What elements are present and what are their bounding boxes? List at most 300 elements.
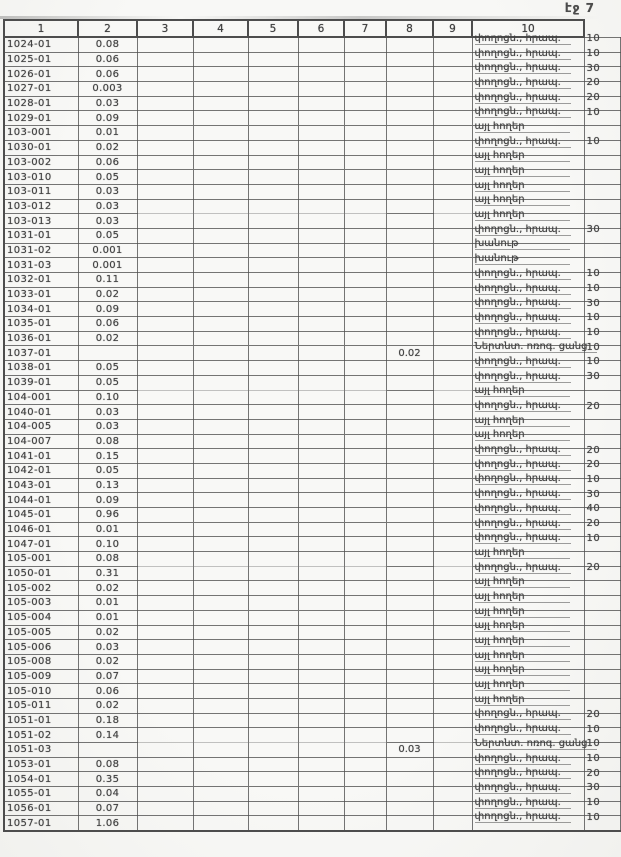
- cell-empty: [248, 37, 298, 52]
- column-header: 2: [78, 20, 137, 37]
- cell-empty: [193, 331, 248, 346]
- cell-empty: [137, 184, 193, 199]
- cell-empty: [298, 405, 344, 420]
- cell-empty: [298, 640, 344, 655]
- cell-empty: [344, 214, 386, 229]
- cell-empty: [193, 228, 248, 243]
- cell-empty: [298, 170, 344, 185]
- cell-empty: [298, 493, 344, 508]
- cell-empty: [433, 52, 472, 67]
- cell-empty: [248, 449, 298, 464]
- cell-land-use-text: փողոցն., հրապ.: [475, 473, 571, 485]
- cell-empty: [298, 287, 344, 302]
- cell-empty: [433, 184, 472, 199]
- cell-land-use-text: փողոցն., հրապ.: [475, 106, 571, 118]
- cell-empty: [344, 302, 386, 317]
- cell-empty: [344, 375, 386, 390]
- cell-empty: [137, 155, 193, 170]
- cell-empty: [433, 126, 472, 141]
- cell-empty: [344, 199, 386, 214]
- cell-empty: [137, 654, 193, 669]
- cell-empty: [344, 757, 386, 772]
- cell-land-use-text: փողոցն., հրապ.: [475, 753, 571, 765]
- cell-empty: [248, 434, 298, 449]
- page-number: էջ 7: [564, 1, 595, 15]
- cell-empty: [193, 625, 248, 640]
- cell-empty: [193, 317, 248, 332]
- cell-col8-value: [386, 508, 433, 523]
- cell-empty: [137, 508, 193, 523]
- cell-area: 0.02: [78, 625, 137, 640]
- margin-mark: [584, 596, 620, 611]
- cell-empty: [344, 728, 386, 743]
- column-header: 6: [298, 20, 344, 37]
- cell-empty: [248, 493, 298, 508]
- cell-area: 0.03: [78, 214, 137, 229]
- cell-land-use-text: Ներտնտ. ոռոգ. ցանց: [475, 738, 598, 750]
- cell-empty: [433, 287, 472, 302]
- cell-land-use-text: այլ հողեր: [475, 591, 571, 603]
- cell-col8-value: [386, 302, 433, 317]
- cell-empty: [298, 361, 344, 376]
- cell-col8-value: [386, 434, 433, 449]
- cell-empty: [298, 772, 344, 787]
- cell-empty: [248, 82, 298, 97]
- cell-parcel-id: 1054-01: [4, 772, 78, 787]
- cell-parcel-id: 1025-01: [4, 52, 78, 67]
- cell-land-use-text: փողոցն., հրապ.: [475, 356, 571, 368]
- cell-col8-value: [386, 111, 433, 126]
- cell-empty: [298, 743, 344, 758]
- cell-col8-value: [386, 37, 433, 52]
- cell-empty: [298, 566, 344, 581]
- margin-mark-text: 20: [586, 767, 601, 779]
- cell-parcel-id: 1040-01: [4, 405, 78, 420]
- cell-empty: [433, 669, 472, 684]
- cell-empty: [433, 698, 472, 713]
- cell-empty: [344, 419, 386, 434]
- cell-area: 0.03: [78, 96, 137, 111]
- cell-col8-value: [386, 140, 433, 155]
- margin-mark-text: 30: [586, 62, 601, 74]
- cell-area: 0.06: [78, 317, 137, 332]
- margin-mark-text: 20: [586, 708, 601, 720]
- cell-empty: [193, 669, 248, 684]
- cell-col8-value: [386, 199, 433, 214]
- cell-col8-value: [386, 463, 433, 478]
- cell-empty: [433, 170, 472, 185]
- cell-empty: [298, 478, 344, 493]
- cell-col8-value: [386, 317, 433, 332]
- cell-empty: [137, 243, 193, 258]
- cell-land-use-text: այլ հողեր: [475, 664, 571, 676]
- cell-empty: [433, 713, 472, 728]
- cell-empty: [298, 787, 344, 802]
- cell-area: 0.10: [78, 537, 137, 552]
- cell-area: 0.09: [78, 493, 137, 508]
- cell-land-use-text: փողոցն., հրապ.: [475, 327, 571, 339]
- cell-empty: [248, 140, 298, 155]
- cell-empty: [344, 463, 386, 478]
- cell-empty: [137, 801, 193, 816]
- cell-land-use-text: այլ հողեր: [475, 576, 571, 588]
- cell-empty: [193, 654, 248, 669]
- cell-empty: [344, 743, 386, 758]
- margin-mark-text: 20: [586, 444, 601, 456]
- cell-empty: [433, 552, 472, 567]
- cell-area: 0.08: [78, 757, 137, 772]
- cell-land-use-text: փողոցն., հրապ.: [475, 444, 571, 456]
- cell-col8-value: [386, 610, 433, 625]
- cell-area: 0.06: [78, 52, 137, 67]
- cell-empty: [248, 552, 298, 567]
- cell-area: [78, 743, 137, 758]
- cell-col8-value: [386, 537, 433, 552]
- cell-land-use: [472, 811, 584, 831]
- cell-parcel-id: 1032-01: [4, 273, 78, 288]
- margin-mark-text: 20: [586, 92, 601, 104]
- cell-empty: [193, 361, 248, 376]
- cell-parcel-id: 1050-01: [4, 566, 78, 581]
- cell-col8-value: 0.03: [386, 743, 433, 758]
- cell-col8-value: [386, 126, 433, 141]
- margin-mark-text: 30: [586, 224, 601, 236]
- cell-empty: [193, 787, 248, 802]
- cell-empty: [298, 199, 344, 214]
- cell-parcel-id: 1047-01: [4, 537, 78, 552]
- cell-empty: [137, 199, 193, 214]
- cell-empty: [298, 346, 344, 361]
- cell-empty: [248, 640, 298, 655]
- cell-parcel-id: 105-010: [4, 684, 78, 699]
- cell-empty: [248, 111, 298, 126]
- cell-empty: [298, 654, 344, 669]
- cell-empty: [344, 346, 386, 361]
- cell-land-use-text: փողոցն., հրապ.: [475, 782, 571, 794]
- cell-area: 0.001: [78, 243, 137, 258]
- cell-empty: [248, 743, 298, 758]
- margin-mark: [584, 625, 620, 640]
- cell-empty: [248, 52, 298, 67]
- cell-empty: [193, 522, 248, 537]
- cell-land-use-text: այլ հողեր: [475, 165, 571, 177]
- cell-empty: [137, 596, 193, 611]
- margin-mark-text: 10: [586, 356, 601, 368]
- cell-empty: [193, 214, 248, 229]
- cell-land-use-text: այլ հողեր: [475, 150, 571, 162]
- column-header: 4: [193, 20, 248, 37]
- cell-empty: [344, 37, 386, 52]
- cell-col8-value: [386, 331, 433, 346]
- cell-parcel-id: 103-013: [4, 214, 78, 229]
- cell-parcel-id: 103-011: [4, 184, 78, 199]
- cell-empty: [298, 96, 344, 111]
- cell-area: 0.96: [78, 508, 137, 523]
- cell-parcel-id: 103-012: [4, 199, 78, 214]
- cell-land-use-text: այլ հողեր: [475, 635, 571, 647]
- margin-mark-text: 10: [586, 797, 601, 809]
- cell-parcel-id: 105-009: [4, 669, 78, 684]
- cell-empty: [344, 140, 386, 155]
- cell-land-use-text: փողոցն., հրապ.: [475, 283, 571, 295]
- cell-col8-value: [386, 361, 433, 376]
- cell-empty: [137, 390, 193, 405]
- cell-empty: [137, 552, 193, 567]
- cell-parcel-id: 1031-01: [4, 228, 78, 243]
- cell-empty: [193, 419, 248, 434]
- cell-empty: [433, 419, 472, 434]
- cell-parcel-id: 1042-01: [4, 463, 78, 478]
- cell-empty: [433, 537, 472, 552]
- cell-area: 0.05: [78, 361, 137, 376]
- cell-empty: [248, 596, 298, 611]
- cell-empty: [193, 37, 248, 52]
- cell-empty: [193, 463, 248, 478]
- cell-empty: [344, 243, 386, 258]
- cell-empty: [344, 522, 386, 537]
- margin-mark-text: 20: [586, 518, 601, 530]
- cell-empty: [298, 140, 344, 155]
- cell-parcel-id: 104-007: [4, 434, 78, 449]
- cell-col8-value: [386, 581, 433, 596]
- cell-empty: [137, 684, 193, 699]
- cell-land-use-text: փողոցն., հրապ.: [475, 723, 571, 735]
- cell-land-use-text: այլ հողեր: [475, 650, 571, 662]
- cell-empty: [248, 214, 298, 229]
- cell-empty: [193, 684, 248, 699]
- cell-col8-value: [386, 772, 433, 787]
- cell-parcel-id: 1051-02: [4, 728, 78, 743]
- cell-empty: [344, 640, 386, 655]
- cell-empty: [137, 302, 193, 317]
- cell-col8-value: [386, 287, 433, 302]
- cell-empty: [193, 698, 248, 713]
- cell-empty: [193, 170, 248, 185]
- cell-parcel-id: 105-004: [4, 610, 78, 625]
- cell-empty: [193, 816, 248, 831]
- cell-empty: [298, 698, 344, 713]
- cell-empty: [433, 243, 472, 258]
- margin-mark: [584, 419, 620, 434]
- cell-empty: [193, 390, 248, 405]
- cell-empty: [248, 772, 298, 787]
- cell-empty: [298, 625, 344, 640]
- cell-empty: [193, 743, 248, 758]
- margin-mark-text: 10: [586, 283, 601, 295]
- cell-land-use-text: խանութ: [475, 253, 571, 265]
- cell-area: 0.05: [78, 463, 137, 478]
- cell-empty: [248, 698, 298, 713]
- cell-empty: [248, 287, 298, 302]
- cell-parcel-id: 1026-01: [4, 67, 78, 82]
- cell-empty: [137, 743, 193, 758]
- cell-empty: [344, 787, 386, 802]
- cell-area: 0.03: [78, 405, 137, 420]
- cell-empty: [298, 684, 344, 699]
- cell-area: 0.09: [78, 302, 137, 317]
- cell-col8-value: [386, 82, 433, 97]
- cell-area: 0.001: [78, 258, 137, 273]
- cell-parcel-id: 1044-01: [4, 493, 78, 508]
- cell-empty: [298, 757, 344, 772]
- margin-mark: [584, 640, 620, 655]
- cell-land-use-text: Ներտնտ. ոռոգ. ցանց: [475, 341, 598, 353]
- margin-mark-text: 10: [586, 268, 601, 280]
- cell-empty: [248, 816, 298, 831]
- cell-empty: [433, 67, 472, 82]
- cell-area: 0.08: [78, 434, 137, 449]
- cell-empty: [344, 390, 386, 405]
- cell-empty: [344, 493, 386, 508]
- cell-empty: [193, 581, 248, 596]
- cell-empty: [298, 669, 344, 684]
- margin-mark-text: 20: [586, 459, 601, 471]
- cell-empty: [137, 170, 193, 185]
- cell-area: 0.10: [78, 390, 137, 405]
- cell-empty: [344, 258, 386, 273]
- cell-parcel-id: 105-002: [4, 581, 78, 596]
- margin-mark: [584, 400, 620, 420]
- cell-col8-value: [386, 493, 433, 508]
- cell-empty: [248, 126, 298, 141]
- cell-area: 0.05: [78, 375, 137, 390]
- cell-empty: [433, 787, 472, 802]
- cell-empty: [298, 434, 344, 449]
- cell-empty: [137, 273, 193, 288]
- cell-empty: [298, 522, 344, 537]
- margin-mark-text: 30: [586, 782, 601, 794]
- cell-empty: [433, 228, 472, 243]
- cell-empty: [298, 581, 344, 596]
- cell-empty: [248, 610, 298, 625]
- cell-empty: [137, 228, 193, 243]
- cell-empty: [344, 669, 386, 684]
- cell-empty: [344, 331, 386, 346]
- cell-empty: [248, 375, 298, 390]
- cell-parcel-id: 1027-01: [4, 82, 78, 97]
- cell-empty: [248, 243, 298, 258]
- cell-land-use-text: փողոցն., հրապ.: [475, 708, 571, 720]
- cell-col8-value: [386, 52, 433, 67]
- margin-mark: [584, 170, 620, 185]
- margin-mark: [584, 199, 620, 214]
- cell-col8-value: [386, 419, 433, 434]
- margin-mark: [584, 654, 620, 669]
- cell-parcel-id: 105-005: [4, 625, 78, 640]
- table-row: [4, 816, 620, 831]
- cell-empty: [433, 757, 472, 772]
- cell-empty: [248, 684, 298, 699]
- cell-empty: [298, 37, 344, 52]
- cell-area: 0.06: [78, 684, 137, 699]
- cell-empty: [298, 126, 344, 141]
- cell-empty: [298, 816, 344, 831]
- cell-empty: [193, 184, 248, 199]
- margin-mark: [584, 684, 620, 699]
- cell-empty: [193, 713, 248, 728]
- cell-empty: [433, 581, 472, 596]
- cell-empty: [248, 713, 298, 728]
- margin-mark: [584, 243, 620, 258]
- cell-empty: [344, 52, 386, 67]
- cell-empty: [193, 375, 248, 390]
- cell-parcel-id: 1051-01: [4, 713, 78, 728]
- cell-empty: [344, 449, 386, 464]
- margin-mark-text: 10: [586, 136, 601, 148]
- cell-land-use-text: փողոցն., հրապ.: [475, 797, 571, 809]
- cell-empty: [193, 52, 248, 67]
- cell-empty: [298, 317, 344, 332]
- cell-land-use-text: փողոցն., հրապ.: [475, 312, 571, 324]
- cell-empty: [137, 610, 193, 625]
- margin-mark-text: 20: [586, 562, 601, 574]
- cell-land-use-text: փողոցն., հրապ.: [475, 532, 571, 544]
- cell-empty: [344, 273, 386, 288]
- margin-mark: [584, 811, 620, 831]
- column-header: 5: [248, 20, 298, 37]
- cell-empty: [344, 610, 386, 625]
- cell-parcel-id: 1031-02: [4, 243, 78, 258]
- cell-empty: [193, 640, 248, 655]
- cell-empty: [344, 654, 386, 669]
- cell-empty: [433, 728, 472, 743]
- cell-empty: [248, 390, 298, 405]
- cell-empty: [137, 214, 193, 229]
- cell-land-use-text: այլ հողեր: [475, 429, 571, 441]
- cell-empty: [137, 463, 193, 478]
- cell-empty: [344, 801, 386, 816]
- cell-empty: [137, 96, 193, 111]
- cell-col8-value: [386, 405, 433, 420]
- cell-empty: [193, 596, 248, 611]
- cell-empty: [193, 96, 248, 111]
- cell-empty: [298, 258, 344, 273]
- cell-land-use-text: փողոցն., հրապ.: [475, 268, 571, 280]
- margin-mark: [584, 224, 620, 243]
- cell-empty: [248, 625, 298, 640]
- cell-col8-value: [386, 170, 433, 185]
- cell-empty: [137, 713, 193, 728]
- cell-empty: [298, 610, 344, 625]
- cell-area: 0.03: [78, 419, 137, 434]
- cell-empty: [344, 537, 386, 552]
- cell-empty: [433, 346, 472, 361]
- cell-empty: [137, 449, 193, 464]
- cell-empty: [193, 126, 248, 141]
- cell-empty: [433, 361, 472, 376]
- cell-area: 0.18: [78, 713, 137, 728]
- cell-col8-value: [386, 801, 433, 816]
- cell-area: 0.13: [78, 478, 137, 493]
- cell-col8-value: [386, 228, 433, 243]
- cell-parcel-id: 1056-01: [4, 801, 78, 816]
- cell-empty: [433, 478, 472, 493]
- cell-empty: [137, 331, 193, 346]
- cell-area: 0.01: [78, 522, 137, 537]
- cell-land-use-text: այլ հողեր: [475, 547, 571, 559]
- cell-empty: [433, 317, 472, 332]
- cell-empty: [137, 52, 193, 67]
- cell-area: 0.04: [78, 787, 137, 802]
- margin-mark-text: 10: [586, 723, 601, 735]
- cell-col8-value: [386, 684, 433, 699]
- cell-area: 0.08: [78, 552, 137, 567]
- cell-empty: [298, 537, 344, 552]
- margin-mark: [584, 669, 620, 684]
- cell-empty: [433, 302, 472, 317]
- cell-area: 0.14: [78, 728, 137, 743]
- margin-mark-text: 40: [586, 503, 601, 515]
